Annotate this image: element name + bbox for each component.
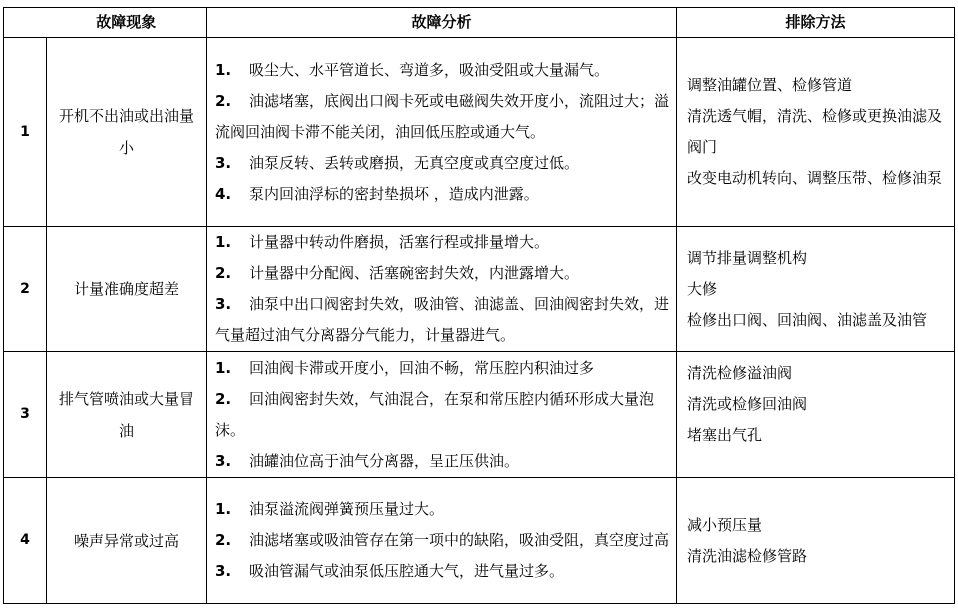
remedy-cell [677, 478, 955, 604]
remedy-cell [677, 352, 955, 478]
analysis-item: 1. 油泵溢流阀弹簧预压量过大。 [215, 500, 445, 518]
troubleshooting-table [3, 7, 955, 604]
remedy-item: 大修 [687, 279, 718, 298]
analysis-item: 1. 吸尘大、水平管道长、弯道多，吸油受阻或大量漏气。 [215, 60, 610, 79]
analysis-item: 2. 计量器中分配阀、活塞碗密封失效，内泄露增大。 [215, 264, 580, 282]
remedy-item: 堵塞出气孔 [687, 426, 763, 444]
analysis-item: 2. 回油阀密封失效，气油混合，在泵和常压腔内循环形成大量泡沫。 [215, 389, 655, 439]
analysis-item: 1. 回油阀卡滞或开度小，回油不畅，常压腔内积油过多 [215, 358, 595, 377]
analysis-cell [207, 38, 677, 227]
symptom-cell: 噪声异常或过高 [47, 478, 207, 604]
symptom-cell: 计量准确度超差 [47, 227, 207, 352]
header-row [4, 8, 955, 38]
symptom-cell: 排气管喷油或大量冒油 [47, 352, 207, 478]
remedy-item: 清洗检修溢油阀 [687, 364, 793, 382]
header-analysis: 故障分析 [207, 8, 677, 38]
remedy-item: 检修出口阀、回油阀、油滤盖及油管 [687, 310, 928, 329]
analysis-item: 2. 油滤堵塞，底阀出口阀卡死或电磁阀失效开度小，流阻过大；溢流阀回油阀卡滞不能关闭，油回低压腔或通大气。 [215, 91, 670, 141]
analysis-item: 4. 泵内回油浮标的密封垫损坏 ，造成内泄露。 [215, 184, 539, 203]
header-blank [4, 8, 47, 38]
symptom-cell: 开机不出油或出油量小 [47, 38, 207, 227]
analysis-item: 3. 吸油管漏气或油泵低压腔通大气，进气量过多。 [215, 562, 565, 580]
analysis-item: 1. 计量器中转动件磨损，活塞行程或排量增大。 [215, 233, 550, 251]
remedy-item: 调节排量调整机构 [687, 248, 808, 267]
remedy-item: 改变电动机转向、调整压带、检修油泵 [687, 169, 943, 187]
table-row [4, 38, 955, 227]
row-number: 3 [4, 352, 47, 478]
analysis-item: 3. 油罐油位高于油气分离器，呈正压供油。 [215, 451, 520, 470]
header-remedy: 排除方法 [677, 8, 955, 38]
remedy-item: 清洗或检修回油阀 [687, 395, 808, 413]
analysis-item: 3. 油泵中出口阀密封失效，吸油管、油滤盖、回油阀密封失效，进气量超过油气分离器分气能力，计量器进气。 [215, 295, 670, 344]
remedy-item: 减小预压量 [687, 515, 763, 534]
row-number: 1 [4, 38, 47, 227]
remedy-item: 清洗透气帽，清洗、检修或更换油滤及阀门 [687, 107, 943, 156]
remedy-cell [677, 38, 955, 227]
remedy-item: 调整油罐位置、检修管道 [687, 76, 853, 94]
header-symptom: 故障现象 [47, 8, 207, 38]
remedy-item: 清洗油滤检修管路 [687, 546, 808, 565]
row-number: 4 [4, 478, 47, 604]
analysis-item: 2. 油滤堵塞或吸油管存在第一项中的缺陷，吸油受阻，真空度过高 [215, 531, 670, 549]
remedy-cell [677, 227, 955, 352]
table-row [4, 227, 955, 352]
analysis-cell [207, 227, 677, 352]
analysis-cell [207, 478, 677, 604]
table-row [4, 352, 955, 478]
analysis-item: 3. 油泵反转、丢转或磨损，无真空度或真空度过低。 [215, 153, 580, 172]
analysis-cell [207, 352, 677, 478]
row-number: 2 [4, 227, 47, 352]
table-row [4, 478, 955, 604]
